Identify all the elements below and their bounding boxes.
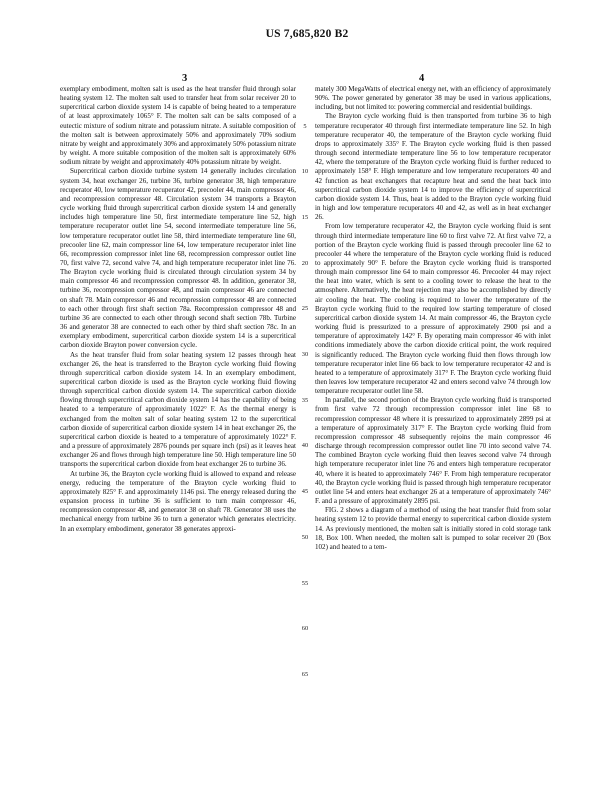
paragraph: The Brayton cycle working fluid is then transported from turbine 36 to high temperature recuperator 40 through first intermediate temperature line 52. In high temperature recuperator 40, the temperature of the Brayton cycle working fluid drops to approximately 335° F. The Brayton cycle working fluid is then passed through second intermediate temperature line 56 to low temperature recuperator 42, where the temperature of the Brayton cycle working fluid is further reduced to approximately 158° F. High temperature and low temperature recuperators 40 and 42 function as heat exchangers that recapture heat and send the heat back into supercritical carbon dioxide system 14 to improve the efficiency of supercritical carbon dioxide system 14. Thus, heat is added to the Brayton cycle working fluid in high and low temperature recuperators 40 and 42, as well as in heat exchanger 26. xyxy=(315,112,551,222)
paragraph: At turbine 36, the Brayton cycle working fluid is allowed to expand and release energy, reducing the temperature of the Brayton cycle working fluid to approximately 825° F. and approximately 1146 psi. The energy released during the expansion process in turbine 36 is sufficient to turn main compressor 46, recompression compressor 48, and generator 38 on shaft 78. Generator 38 uses the mechanical energy from turbine 36 to turn a generator which generates electricity. In an exemplary embodiment, generator 38 generates approxi- xyxy=(60,469,296,533)
line-number: 40 xyxy=(301,442,309,450)
line-number: 55 xyxy=(301,579,309,587)
line-number: 15 xyxy=(301,213,309,221)
line-number: 65 xyxy=(301,671,309,678)
line-number: 60 xyxy=(301,625,309,633)
paragraph: FIG. 2 shows a diagram of a method of using the heat transfer fluid from solar heating system 12 to provide thermal energy to supercritical carbon dioxide system 14. As previously mentioned, the molten salt is initially stored in cold storage tank 18, Box 100. When needed, the molten salt is pumped to solar receiver 20 (Box 102) and heated to a tem- xyxy=(315,506,551,551)
line-number: 20 xyxy=(301,259,309,267)
left-column xyxy=(60,85,296,534)
line-number: 45 xyxy=(301,488,309,496)
line-number: 25 xyxy=(301,305,309,313)
paragraph: mately 300 MegaWatts of electrical energy net, with an efficiency of approximately 90%. The power generated by generator 38 may be used in various applications, including, but not limited to: powering commercial and residential buildings. xyxy=(315,85,551,112)
line-number-gutter xyxy=(298,85,312,679)
paragraph: As the heat transfer fluid from solar heating system 12 passes through heat exchanger 26, the heat is transferred to the Brayton cycle working fluid flowing through supercritical carbon dioxide system 14. In an exemplary embodiment, supercritical carbon dioxide is used as the Brayton cycle working fluid flowing through supercritical carbon dioxide system 14. The supercritical carbon dioxide flowing through supercritical carbon dioxide system 14 has the capability of being heated to a temperature of approximately 1022° F. As the thermal energy is exchanged from the molten salt of solar heating system 12 to the supercritical carbon dioxide of supercritical carbon dioxide system 14 in heat exchanger 26, the supercritical carbon dioxide is heated to a temperature of approximately 1022° F. and a pressure of approximately 2876 pounds per square inch (psi) as it leaves heat exchanger 26 and flows through high temperature line 50. High temperature line 50 transports the supercritical carbon dioxide from heat exchanger 26 to turbine 36. xyxy=(60,350,296,469)
line-number: 30 xyxy=(301,351,309,359)
line-number: 50 xyxy=(301,533,309,541)
right-column xyxy=(315,85,551,552)
patent-number: US 7,685,820 B2 xyxy=(265,28,349,40)
paragraph: Supercritical carbon dioxide turbine system 14 generally includes circulation system 34, heat exchanger 26, turbine 36, turbine generator 38, high temperature recuperator 40, low temperature recuperator 42, precooler 44, main compressor 46, and recompression compressor 48. Circulation system 34 transports a Brayton cycle working fluid through supercritical carbon dioxide system 14 and generally includes high temperature line 50, first intermediate temperature line 52, high temperature recuperator outlet line 54, second intermediate temperature line 56, low temperature recuperator outlet line 58, third intermediate temperature line 60, precooler line 62, main compressor line 64, low temperature recuperator inlet line 66, recompression compressor inlet line 68, recompression compressor outlet line 70, first valve 72, second valve 74, and high temperature recuperator inlet line 76. The Brayton cycle working fluid is circulated through circulation system 34 by main compressor 46 and recompression compressor 48. In addition, generator 38, turbine 36, recompression compressor 48, and main compressor 46 are connected on shaft 78. Main compressor 46 and recompression compressor 48 are connected to each other through first shaft section 78a. Recompression compressor 48 and turbine 36 are connected to each other through second shaft section 78b. Turbine 36 and generator 38 are connected to each other by third shaft section 78c. In an exemplary embodiment, supercritical carbon dioxide system 14 is a supercritical carbon dioxide Brayton power conversion cycle. xyxy=(60,167,296,350)
paragraph: In parallel, the second portion of the Brayton cycle working fluid is transported from first valve 72 through recompression compressor inlet line 68 to recompression compressor 48 where it is pressurized to approximately 2899 psi at a temperature of approximately 317° F. The Brayton cycle working fluid from recompression compressor 48 subsequently rejoins the main compressor 46 discharge through recompression compressor outlet line 70 into second valve 74. The combined Brayton cycle working fluid then leaves second valve 74 through high temperature recuperator inlet line 76 and enters high temperature recuperator 40, where it is heated to approximately 746° F. From high temperature recuperator 40, the Brayton cycle working fluid is passed through high temperature recuperator outlet line 54 and enters heat exchanger 26 at a temperature of approximately 746° F. and a pressure of approximately 2895 psi. xyxy=(315,396,551,506)
page-number-right: 4 xyxy=(419,73,425,84)
paragraph: exemplary embodiment, molten salt is used as the heat transfer fluid through solar heating system 12. The molten salt used to transfer heat from solar receiver 20 to supercritical carbon dioxide system 14 is capable of being heated to a temperature of at least approximately 1065° F. The molten salt can be salts composed of a eutectic mixture of sodium nitrate and potassium nitrate. A suitable composition of the molten salt is between approximately 50% and approximately 70% sodium nitrate by weight and approximately 30% and approximately 50% potassium nitrate by weight. A more suitable composition of the molten salt is approximately 60% sodium nitrate by weight and approximately 40% potassium nitrate by weight. xyxy=(60,85,297,167)
page-number-left: 3 xyxy=(182,73,188,84)
paragraph: From low temperature recuperator 42, the Brayton cycle working fluid is sent through third intermediate temperature line 60 to first valve 72. At first valve 72, a portion of the Brayton cycle working fluid is passed through precooler line 62 to precooler 44 where the temperature of the Brayton cycle working fluid is reduced to approximately 90° F. before the Brayton cycle working fluid is transported through main compressor line 64 to main compressor 46. Precooler 44 may reject the heat into water, which is sent to a cooling tower to release the heat to the atmosphere. Alternatively, the heat rejection may also be accomplished by directly air cooling the heat. The cooling is required to lower the temperature of the Brayton cycle working fluid to the required low starting temperature of closed supercritical carbon dioxide system 14. At main compressor 46, the Brayton cycle working fluid is pressurized to a pressure of approximately 2900 psi and a temperature of approximately 142° F. By operating main compressor 46 with inlet conditions immediately above the carbon dioxide critical point, the work required is significantly reduced. The Brayton cycle working fluid then flows through low temperature recuperator inlet line 66 back to low temperature recuperator 42 and is heated to a temperature of approximately 317° F. The Brayton cycle working fluid then leaves low temperature recuperator 42 and enters second valve 74 through low temperature recuperator outlet line 58. xyxy=(315,222,551,396)
line-number: 5 xyxy=(303,122,307,130)
line-number: 10 xyxy=(301,168,309,176)
line-number: 35 xyxy=(301,396,309,404)
